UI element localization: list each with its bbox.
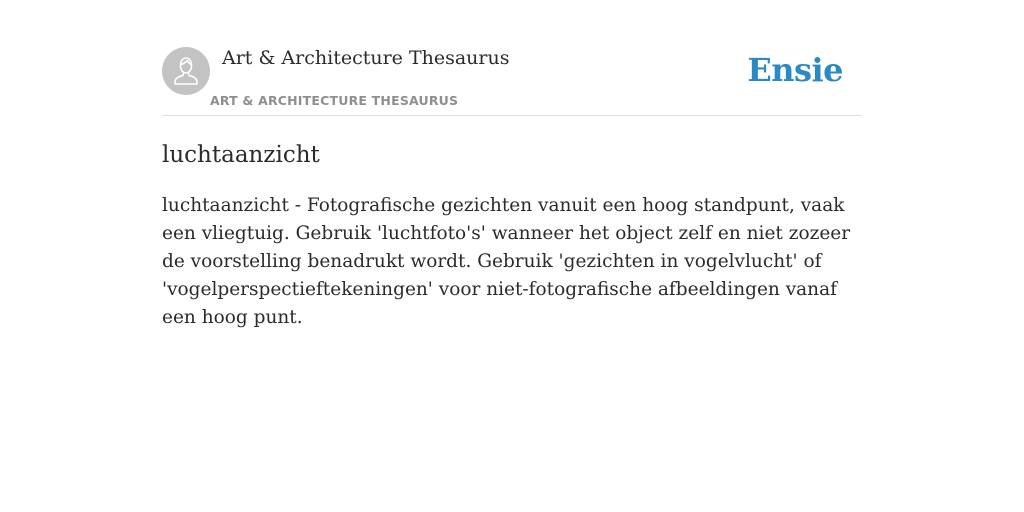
entry-title: luchtaanzicht bbox=[162, 142, 320, 168]
category-label[interactable]: ART & ARCHITECTURE THESAURUS bbox=[210, 93, 459, 108]
avatar[interactable] bbox=[162, 47, 210, 95]
entry-description: luchtaanzicht - Fotografische gezichten vanuit een hoog standpunt, vaak een vliegtuig. Gebruik 'luchtfoto's' wanneer het object zelf en niet zozeer de voorstelling benadrukt wordt. Gebruik 'gezichten in vogelvlucht' of 'vogelperspectieftekeningen' voor niet-fotografische afbeeldingen vanaf een hoog punt. bbox=[162, 195, 851, 328]
brand-logo[interactable]: Ensie bbox=[747, 51, 843, 89]
user-icon bbox=[162, 47, 210, 95]
page-header bbox=[162, 46, 862, 116]
author-name[interactable]: Art & Architecture Thesaurus bbox=[222, 47, 510, 69]
